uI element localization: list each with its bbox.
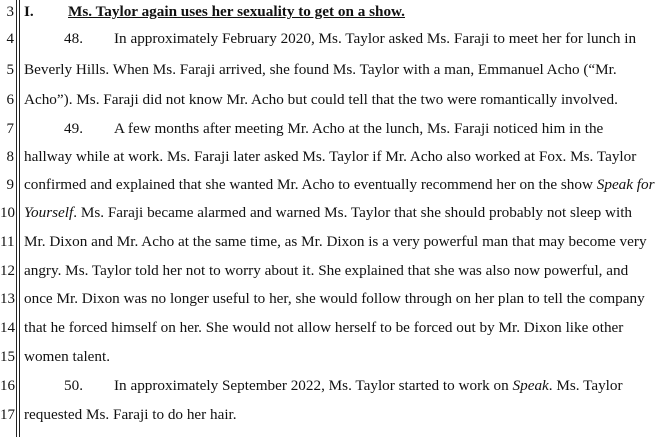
document-line xyxy=(0,58,640,82)
document-line xyxy=(0,201,640,225)
document-line xyxy=(0,145,640,169)
line-number: 17 xyxy=(0,407,15,423)
document-line xyxy=(0,117,640,141)
line-number: 13 xyxy=(0,291,15,307)
line-text: Beverly Hills. When Ms. Faraji arrived, she found Ms. Taylor with a man, Emmanuel Acho (“Mr. xyxy=(24,61,617,78)
line-text: angry. Ms. Taylor told her not to worry about it. She explained that she was also now powerful, and xyxy=(24,262,629,279)
line-text: women talent. xyxy=(24,348,111,365)
line-number: 15 xyxy=(0,349,15,365)
document-line xyxy=(0,287,645,311)
line-text: hallway while at work. Ms. Faraji later asked Ms. Taylor if Mr. Acho also worked at Fox. Ms. Taylor xyxy=(24,148,637,165)
line-text xyxy=(24,201,638,225)
line-text: that he forced himself on her. She would not allow herself to be forced out by Mr. Dixon like other xyxy=(24,319,624,336)
line-text: A few months after meeting Mr. Acho at the lunch, Ms. Faraji noticed him in the xyxy=(114,120,604,137)
document-line xyxy=(0,345,640,369)
line-number: 8 xyxy=(6,149,14,165)
line-number: 11 xyxy=(0,234,15,250)
section-heading xyxy=(24,0,638,24)
show-title: Speak for xyxy=(596,176,655,193)
document-line xyxy=(0,173,655,197)
line-number: 5 xyxy=(6,62,14,78)
show-title: Yourself xyxy=(24,204,74,221)
line-text-part: . Ms. Faraji became alarmed and warned Ms. Taylor that she should probably not sleep with xyxy=(73,204,633,221)
line-text-part: . Ms. Taylor xyxy=(548,377,623,394)
document-line xyxy=(0,403,640,427)
line-number: 3 xyxy=(6,4,14,20)
paragraph-number: 48. xyxy=(64,30,83,47)
document-line xyxy=(0,316,640,340)
document-line xyxy=(0,27,640,51)
line-text: Mr. Dixon and Mr. Acho at the same time, as Mr. Dixon is a very powerful man that may become very xyxy=(24,233,647,250)
line-text: Acho”). Ms. Faraji did not know Mr. Acho but could tell that the two were romantically involved. xyxy=(24,91,618,108)
document-line xyxy=(0,374,640,398)
line-text: requested Ms. Faraji to do her hair. xyxy=(24,406,237,423)
paragraph-number: 50. xyxy=(64,377,83,394)
line-text-part: In approximately September 2022, Ms. Taylor started to work on xyxy=(114,377,513,394)
document-line xyxy=(0,0,640,24)
section-number: I. xyxy=(24,3,34,20)
line-text: In approximately February 2020, Ms. Taylor asked Ms. Faraji to meet her for lunch in xyxy=(114,30,637,47)
line-text-part: confirmed and explained that she wanted Mr. Acho to eventually recommend her on the show xyxy=(24,176,597,193)
document-line xyxy=(0,88,640,112)
paragraph-text xyxy=(24,27,638,51)
line-number: 9 xyxy=(6,177,14,193)
show-title: Speak xyxy=(512,377,549,394)
document-line xyxy=(0,259,640,283)
section-title: Ms. Taylor again uses her sexuality to get on a show. xyxy=(68,3,405,20)
line-number: 7 xyxy=(6,121,14,137)
line-text xyxy=(24,173,655,197)
paragraph-text xyxy=(24,374,638,398)
paragraph-text xyxy=(24,117,638,141)
document-line xyxy=(0,230,647,254)
paragraph-number: 49. xyxy=(64,120,83,137)
line-number: 10 xyxy=(0,205,15,221)
line-number: 4 xyxy=(6,31,14,47)
line-number: 12 xyxy=(0,263,15,279)
line-number: 6 xyxy=(6,92,14,108)
line-number: 14 xyxy=(0,320,15,336)
line-number: 16 xyxy=(0,378,15,394)
line-text: once Mr. Dixon was no longer useful to her, she would follow through on her plan to tell the company xyxy=(24,290,645,307)
